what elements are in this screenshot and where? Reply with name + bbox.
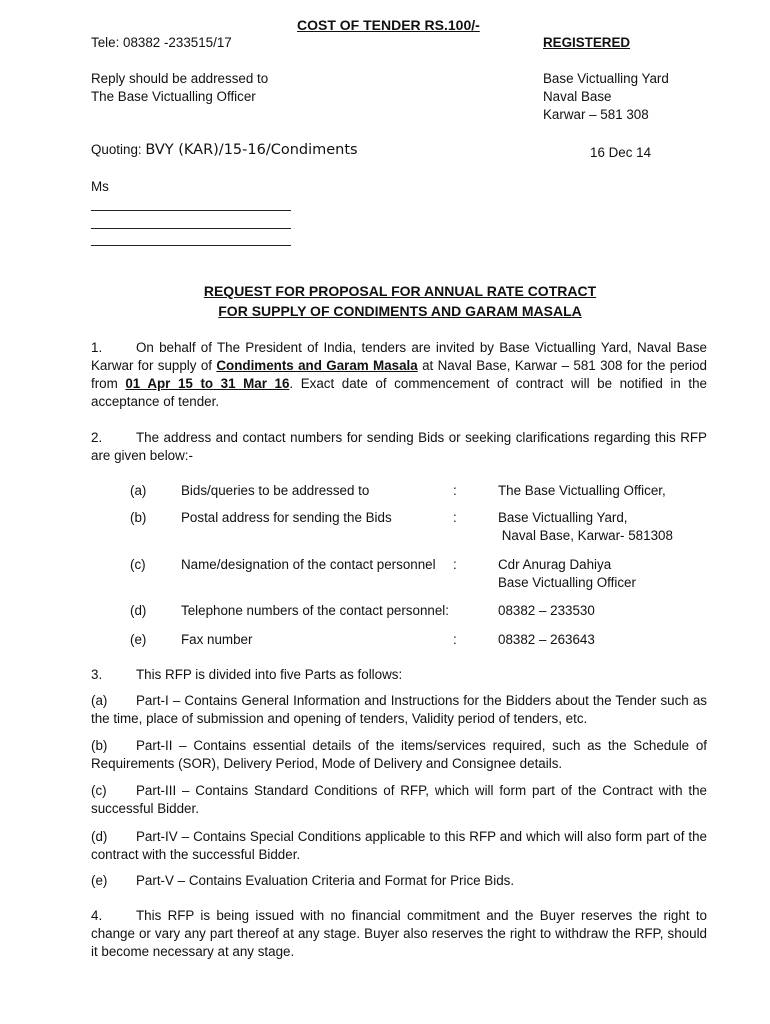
registered-label: REGISTERED (543, 35, 631, 50)
cost-of-tender: COST OF TENDER RS.100/- (297, 17, 480, 33)
addressee-ms: Ms (91, 179, 109, 194)
contact-key: (a) (130, 483, 147, 498)
part-item (91, 872, 707, 890)
sender-address-line-3: Karwar – 581 308 (543, 107, 649, 122)
part-item (91, 828, 707, 864)
part-text: Part-V – Contains Evaluation Criteria and Format for Price Bids. (136, 873, 515, 888)
quoting-reference (91, 142, 358, 158)
contact-label: Fax number (181, 632, 253, 647)
contact-colon: : (453, 510, 457, 525)
paragraph-4-number: 4. (91, 908, 103, 923)
contact-label: Postal address for sending the Bids (181, 510, 392, 525)
part-item (91, 692, 707, 728)
sender-address-line-2: Naval Base (543, 89, 612, 104)
document-title-line-1: REQUEST FOR PROPOSAL FOR ANNUAL RATE COTRACT (203, 283, 597, 299)
contact-label: Bids/queries to be addressed to (181, 483, 370, 498)
part-key: (b) (91, 738, 108, 753)
contact-key: (d) (130, 603, 147, 618)
telephone-line: Tele: 08382 -233515/17 (91, 35, 232, 50)
paragraph-1 (91, 339, 707, 411)
paragraph-4-text: This RFP is being issued with no financial commitment and the Buyer reserves the right to change or vary any part thereof at any stage. Buyer also reserves the right to withdraw the RFP, should it become necessary at any stage. (91, 908, 707, 959)
contact-colon: : (453, 632, 457, 647)
contact-key: (b) (130, 510, 147, 525)
contact-value: Cdr Anurag Dahiya (498, 557, 612, 572)
addressee-blank-line-1 (91, 210, 291, 211)
paragraph-1-text-a: On behalf of The President of India, tenders are invited by Base Victualling Yard, Naval Base Karwar for supply of (91, 340, 707, 373)
reply-line-2: The Base Victualling Officer (91, 89, 256, 104)
contact-key: (c) (130, 557, 146, 572)
paragraph-3-number: 3. (91, 667, 103, 682)
part-key: (a) (91, 693, 108, 708)
paragraph-1-text-b: at Naval Base, Karwar – 581 308 for the period from (91, 358, 707, 391)
contact-label: Name/designation of the contact personnel (181, 557, 436, 572)
part-item (91, 737, 707, 773)
addressee-blank-line-3 (91, 245, 291, 246)
contact-value-line-2: Base Victualling Officer (498, 575, 636, 590)
quoting-ref-number: BVY (KAR)/15-16/Condiments (145, 142, 358, 158)
quoting-label: Quoting: (91, 142, 142, 157)
part-text: Part-IV – Contains Special Conditions applicable to this RFP and which will also form part of the contract with the successful Bidder. (91, 829, 707, 862)
contact-value-line-2: Naval Base, Karwar- 581308 (498, 528, 673, 543)
part-text: Part-III – Contains Standard Conditions of RFP, which will form part of the Contract with the successful Bidder. (91, 783, 707, 816)
paragraph-2 (91, 429, 707, 465)
part-item (91, 782, 707, 818)
contact-colon: : (453, 483, 457, 498)
paragraph-2-number: 2. (91, 430, 103, 445)
sender-address-line-1: Base Victualling Yard (543, 71, 669, 86)
part-key: (c) (91, 783, 107, 798)
part-key: (e) (91, 873, 108, 888)
contact-value: The Base Victualling Officer, (498, 483, 666, 498)
paragraph-2-text: The address and contact numbers for sending Bids or seeking clarifications regarding this RFP are given below:- (91, 430, 707, 463)
contact-key: (e) (130, 632, 147, 647)
paragraph-1-item: Condiments and Garam Masala (216, 358, 418, 373)
paragraph-1-number: 1. (91, 340, 103, 355)
paragraph-3-text: This RFP is divided into five Parts as follows: (136, 667, 403, 682)
addressee-blank-line-2 (91, 228, 291, 229)
paragraph-4 (91, 907, 707, 961)
contact-value: 08382 – 263643 (498, 632, 595, 647)
contact-value: Base Victualling Yard, (498, 510, 628, 525)
reply-line-1: Reply should be addressed to (91, 71, 269, 86)
paragraph-1-text-c: . Exact date of commencement of contract will be notified in the acceptance of tender. (91, 376, 707, 409)
contact-colon: : (453, 557, 457, 572)
letter-date: 16 Dec 14 (590, 145, 652, 160)
paragraph-3 (91, 666, 707, 684)
part-text: Part-II – Contains essential details of the items/services required, such as the Schedule of Requirements (SOR), Delivery Period, Mode of Delivery and Consignee details. (91, 738, 707, 771)
contact-value: 08382 – 233530 (498, 603, 595, 618)
paragraph-1-period: 01 Apr 15 to 31 Mar 16 (125, 376, 290, 391)
part-key: (d) (91, 829, 108, 844)
document-title-line-2: FOR SUPPLY OF CONDIMENTS AND GARAM MASALA (218, 303, 582, 319)
contact-label: Telephone numbers of the contact personnel: (181, 603, 449, 618)
part-text: Part-I – Contains General Information and Instructions for the Bidders about the Tender such as the time, place of submission and opening of tenders, Validity period of tenders, etc. (91, 693, 707, 726)
